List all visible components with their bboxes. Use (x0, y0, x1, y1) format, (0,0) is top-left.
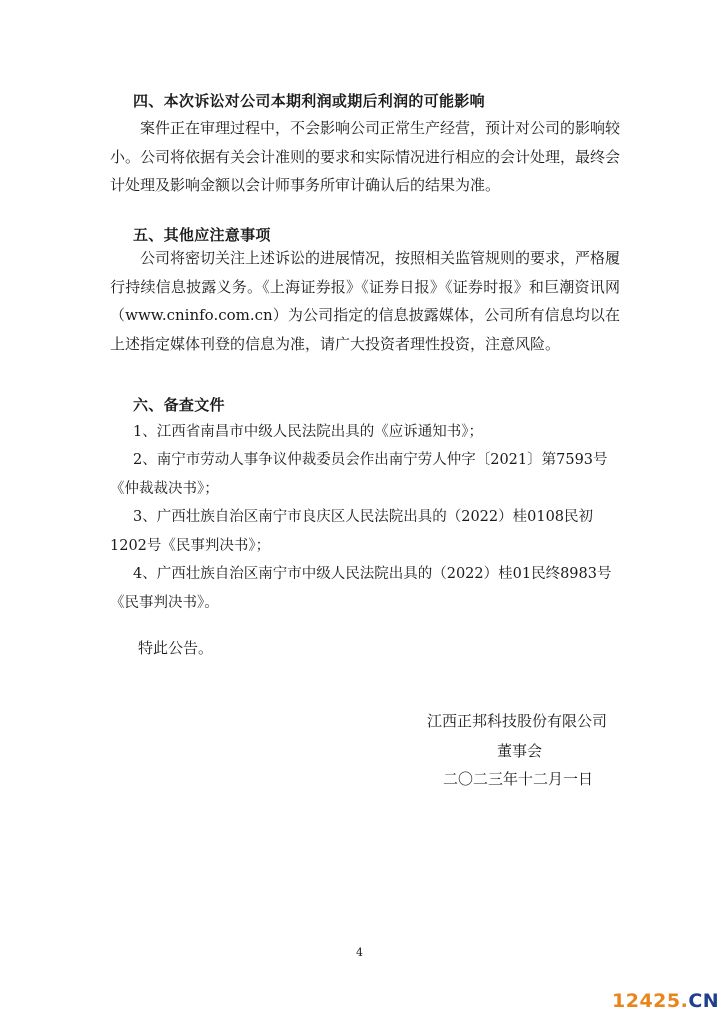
signature-company: 江西正邦科技股份有限公司 (427, 712, 608, 730)
site-watermark (612, 990, 719, 1012)
closing-statement: 特此公告。 (138, 639, 214, 657)
reference-item-3: 3、广西壮族自治区南宁市良庆区人民法院出具的（2022）桂0108民初1202号《民事判决书》； (110, 509, 594, 554)
watermark-dot: . (680, 990, 689, 1012)
reference-item-1: 1、江西省南昌市中级人民法院出具的《应诉通知书》； (133, 424, 483, 440)
watermark-number: 12425 (612, 990, 681, 1012)
section-4-heading: 四、本次诉讼对公司本期利润或期后利润的可能影响 (133, 92, 485, 110)
watermark-suffix: CN (688, 990, 720, 1012)
reference-item-4: 4、广西壮族自治区南宁市中级人民法院出具的（2022）桂01民终8983号《民事判决书》。 (110, 566, 612, 611)
signature-board: 董事会 (497, 742, 543, 760)
reference-item-2: 2、南宁市劳动人事争议仲裁委员会作出南宁劳人仲字〔2021〕第7593号《仲裁裁决书》； (110, 452, 608, 497)
section-4-body: 案件正在审理过程中，不会影响公司正常生产经营，预计对公司的影响较小。公司将依据有关会计准则的要求和实际情况进行相应的会计处理，最终会计处理及影响金额以会计师事务所审计确认后的结果为准。 (110, 119, 621, 194)
section-5-body: 公司将密切关注上述诉讼的进展情况，按照相关监管规则的要求，严格履行持续信息披露义务。《上海证券报》《证券日报》《证券时报》和巨潮资讯网（www.cninfo.com.cn）为公司指定的信息披露媒体，公司所有信息均以在上述指定媒体刊登的信息为准，请广大投资者理性投资，注意风险。 (110, 249, 621, 353)
section-6-heading: 六、备查文件 (133, 396, 225, 414)
signature-date: 二〇二三年十二月一日 (443, 770, 594, 788)
section-5-heading: 五、其他应注意事项 (133, 226, 271, 244)
page-number: 4 (356, 946, 363, 959)
